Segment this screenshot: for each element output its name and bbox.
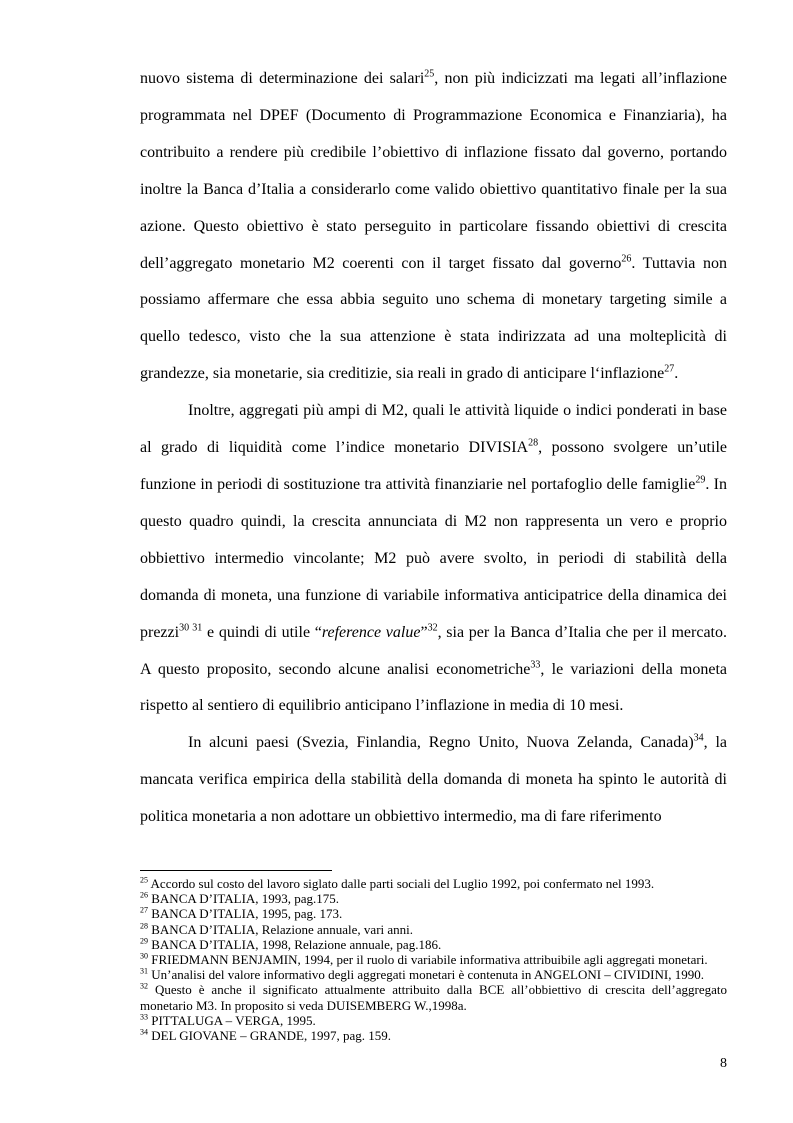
- footnote-text: Accordo sul costo del lavoro siglato dalle parti sociali del Luglio 1992, poi confermato nel 1993.: [148, 876, 655, 891]
- text-run: , le variazioni della moneta rispetto al sentiero di equilibrio anticipano l’inflazione in media di 10 mesi.: [140, 660, 728, 715]
- footnote: [140, 1013, 727, 1028]
- text-run: In alcuni paesi (Svezia, Finlandia, Regno Unito, Nuova Zelanda, Canada): [188, 734, 694, 752]
- footnote: [140, 1028, 727, 1043]
- footnote-text: BANCA D’ITALIA, 1998, Relazione annuale, pag.186.: [148, 936, 442, 952]
- footnote-number: 25: [140, 875, 148, 885]
- footnote-number: 28: [140, 921, 148, 931]
- paragraph: [140, 393, 727, 725]
- footnote: [140, 906, 727, 921]
- text-run: , la mancata verifica empirica della stabilità della domanda di moneta ha spinto le autorità di politica monetaria a non adottare un obbiettivo intermedio, ma di fare riferimento: [140, 734, 728, 826]
- footnote-text: BANCA D’ITALIA, 1995, pag. 173.: [148, 906, 343, 922]
- text-run: e quindi di utile “: [202, 623, 322, 641]
- footnote-text: BANCA D’ITALIA, Relazione annuale, vari anni.: [148, 921, 414, 937]
- text-run: ”: [420, 623, 428, 641]
- footnote-text: BANCA D’ITALIA, 1993, pag.175.: [148, 891, 340, 907]
- footnote-ref: 25: [424, 68, 435, 80]
- footnote-ref: 26: [621, 253, 632, 265]
- footnote: [140, 982, 727, 1012]
- text-run: . Tuttavia non possiamo affermare che essa abbia seguito uno schema di monetary targeting simile a quello tedesco, visto che la sua attenzione è stata indirizzata ad una molteplicità di grandezze, sia monetarie, sia creditizie, sia reali in grado di anticipare l‘inflazione: [140, 254, 727, 383]
- text-run: .: [674, 365, 679, 383]
- text-run: nuovo sistema di determinazione dei salari: [140, 70, 425, 87]
- footnote: [140, 922, 727, 937]
- footnote-ref: 27: [664, 363, 675, 375]
- paragraph: [140, 61, 727, 393]
- footnote-number: 34: [140, 1027, 148, 1037]
- footnote-text: PITTALUGA – VERGA, 1995.: [148, 1012, 316, 1028]
- footnote-text: Un’analisi del valore informativo degli aggregati monetari è contenuta in ANGELONI – CIVIDINI, 1990.: [148, 967, 704, 983]
- footnote-number: 32: [140, 982, 148, 992]
- text-run: . In questo quadro quindi, la crescita annunciata di M2 non rappresenta un vero e proprio obbiettivo intermedio vincolante; M2 può avere svolto, in periodi di stabilità della domanda di moneta, una funzione di variabile informativa anticipatrice della dinamica dei prezzi: [140, 475, 728, 641]
- page-number: 8: [720, 1056, 727, 1071]
- text-run: , sia per la Banca d’Italia che per il mercato. A questo proposito, secondo alcune analisi econometriche: [140, 623, 728, 678]
- footnote-ref: 32: [427, 622, 438, 634]
- footnote-number: 27: [140, 906, 148, 916]
- footnote-ref: 30 31: [179, 622, 203, 634]
- footnote-ref: 29: [695, 474, 706, 486]
- footnote-ref: 33: [530, 659, 541, 671]
- footnote: [140, 876, 727, 891]
- text-run: , non più indicizzati ma legati all’inflazione programmata nel DPEF (Documento di Programmazione Economica e Finanziaria), ha contribuito a rendere più credibile l’obiettivo di inflazione fissato dal governo, portando inoltre la Banca d’Italia a considerarlo come valido obiettivo quantitativo finale per la sua azione. Questo obiettivo è stato perseguito in particolare fissando obiettivi di crescita dell’aggregato monetario M2 coerenti con il target fissato dal governo: [140, 70, 728, 272]
- footnote-text: Questo è anche il significato attualmente attribuito dalla BCE all’obbiettivo di crescita dell’aggregato monetario M3. In proposito si veda DUISEMBERG W.,1998a.: [140, 982, 727, 1013]
- footnote-ref: 34: [693, 732, 704, 744]
- footnote-separator: [140, 870, 332, 871]
- footnote-text: FRIEDMANN BENJAMIN, 1994, per il ruolo di variabile informativa attribuibile agli aggregati monetari.: [148, 952, 708, 968]
- text-run: , possono svolgere un’utile funzione in periodi di sostituzione tra attività finanziarie nel portafoglio delle famiglie: [140, 439, 727, 493]
- body-text: [140, 61, 727, 836]
- footnote: [140, 967, 727, 982]
- footnote-number: 30: [140, 951, 148, 961]
- footnote: [140, 891, 727, 906]
- footnote-ref: 28: [528, 437, 539, 449]
- footnote-text: DEL GIOVANE – GRANDE, 1997, pag. 159.: [148, 1028, 392, 1044]
- footnote-number: 29: [140, 936, 148, 946]
- footnote: [140, 937, 727, 952]
- footnotes: [140, 876, 727, 1043]
- footnote-number: 33: [140, 1012, 148, 1022]
- footnote-number: 26: [140, 890, 148, 900]
- footnote: [140, 952, 727, 967]
- text-run: Inoltre, aggregati più ampi di M2, quali le attività liquide o indici ponderati in base al grado di liquidità come l’indice monetario DIVISIA: [140, 402, 727, 457]
- paragraph: [140, 725, 727, 836]
- footnote-number: 31: [140, 966, 148, 976]
- italic-text: reference value: [321, 623, 421, 641]
